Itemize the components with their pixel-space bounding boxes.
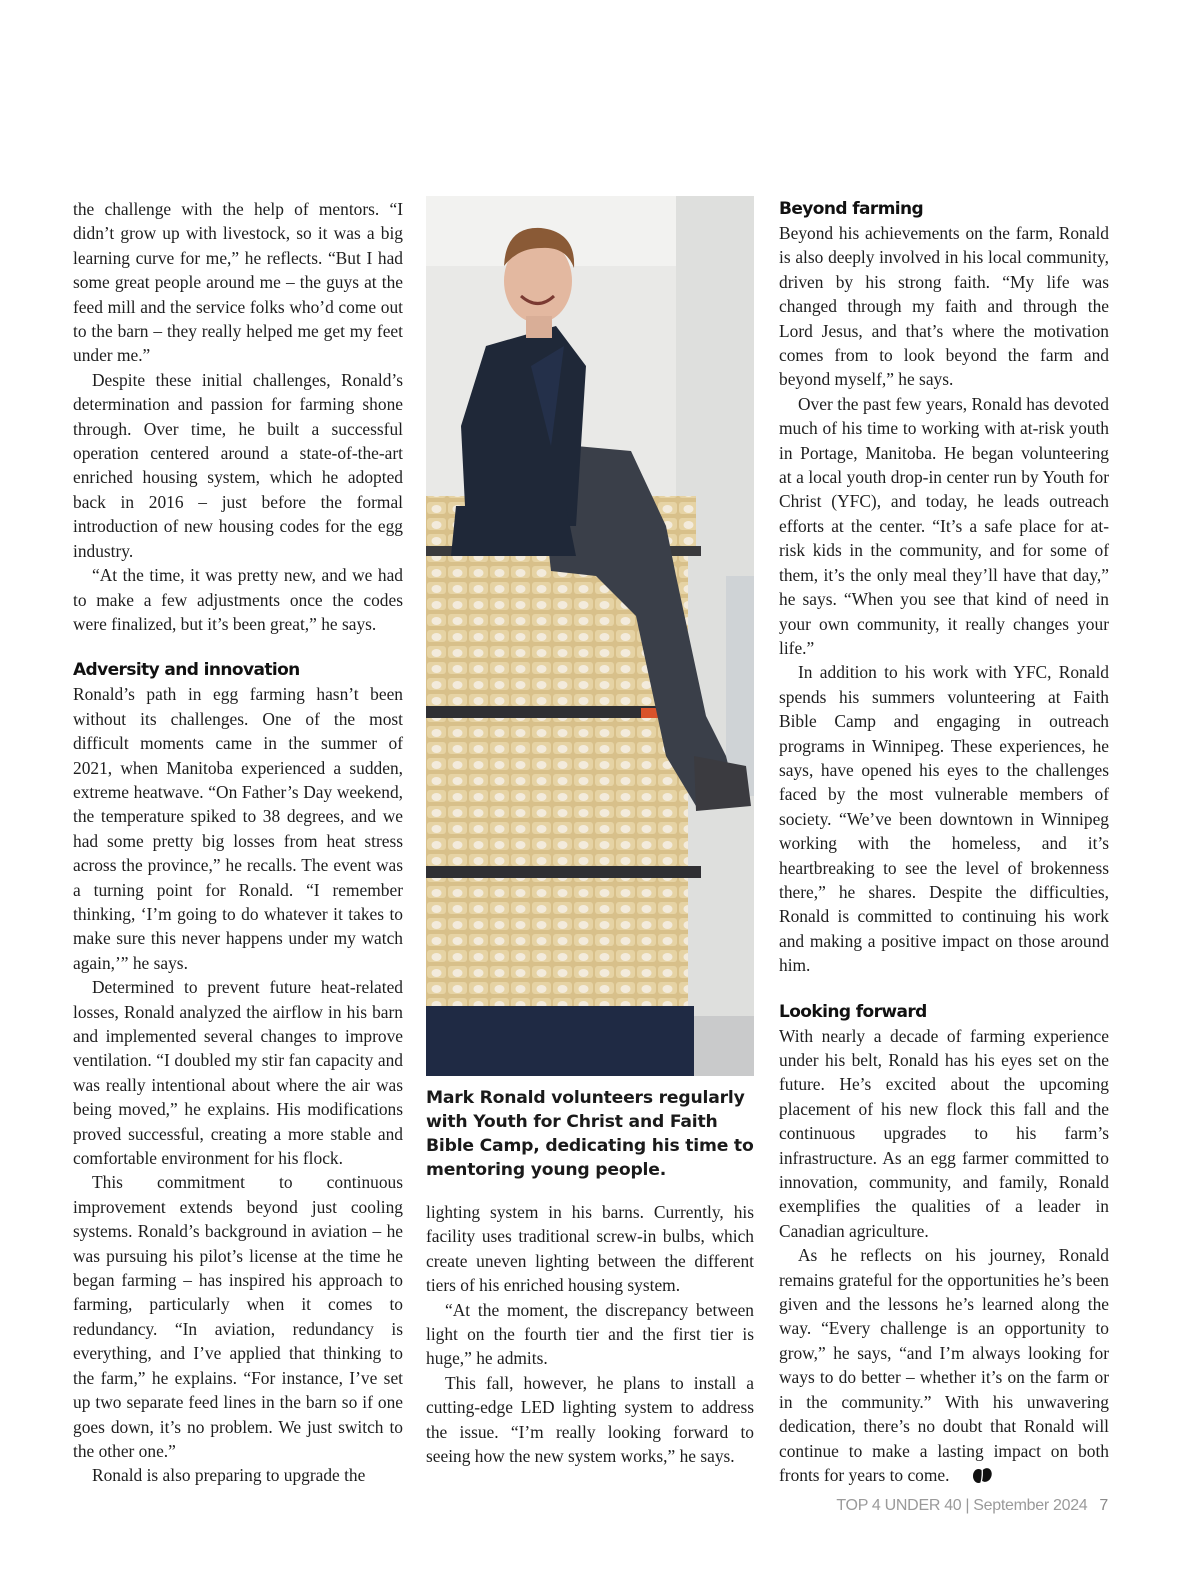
section-heading-adversity: Adversity and innovation [73, 660, 300, 681]
body-paragraph: Ronald is also preparing to upgrade the [92, 1465, 366, 1486]
section-heading-looking-forward: Looking forward [779, 1001, 927, 1022]
section-heading-beyond-farming: Beyond farming [779, 199, 924, 219]
article-column-middle [426, 1200, 754, 1468]
body-paragraph: Beyond his achievements on the farm, Ronald is also deeply involved in his local community, driven by his strong faith. “My life was changed through my faith and through the Lord Jesus, and that’s where the motivation comes from to look beyond the farm and beyond myself,” he says. [779, 223, 1109, 390]
article-column-right [779, 197, 1109, 1490]
body-paragraph: This commitment to continuous improvement extends beyond just cooling systems. Ronald’s background in aviation – he was pursuing his pilot’s license at the time he began farming – has inspired his approach to farming, particularly when it comes to redundancy. “In aviation, redundancy is everything, and I’ve applied that thinking to the farm,” he explains. “For instance, I’ve set up two separate feed lines in the barn so if one goes down, it’s no problem. We just switch to the other one.” [73, 1172, 403, 1461]
body-paragraph: Over the past few years, Ronald has devoted much of his time to working with at-risk youth in Portage, Manitoba. He began volunteering at a local youth drop-in center run by Youth for Christ (YFC), and today, he leads outreach efforts at the center. “It’s a safe place for at-risk kids in the community, and for some of them, it’s the only meal they’ll have that day,” he says. “When you see that kind of need in your own community, it really changes your life.” [779, 393, 1109, 658]
body-paragraph: “At the time, it was pretty new, and we had to make a few adjustments once the codes were finalized, but it’s been great,” he says. [73, 565, 403, 634]
body-paragraph: Determined to prevent future heat-related losses, Ronald analyzed the airflow in his barn and implemented several changes to improve ventilation. “I doubled my stir fan capacity and was really intentional about where the air was being moved,” he explains. His modifications proved successful, creating a more stable and comfortable environment for his flock. [73, 977, 403, 1169]
body-paragraph: Despite these initial challenges, Ronald’s determination and passion for farming shone through. Over time, he built a successful operation centered around a state-of-the-art enriched housing system, which he adopted back in 2016 – just before the formal introduction of new housing codes for the egg industry. [73, 369, 403, 561]
body-paragraph: Ronald’s path in egg farming hasn’t been without its challenges. One of the most difficult moments came in the summer of 2021, when Manitoba experienced a sudden, extreme heatwave. “On Father’s Day weekend, the temperature spiked to 38 degrees, and we had some pretty big losses from heat stress across the province,” he recalls. The event was a turning point for Ronald. “I remember thinking, ‘I’m going to do whatever it takes to make sure this never happens under my watch again,’” he says. [73, 684, 403, 973]
closing-paragraph-text: As he reflects on his journey, Ronald remains grateful for the opportunities he’s been given and the lessons he’s learned along the way. “Every challenge is an opportunity to grow,” he says, “and I’m always looking for ways to do better – whether it’s on the farm or in the community.” With his unwavering dedication, there’s no doubt that Ronald will continue to make a lasting impact on both fronts for years to come. [779, 1245, 1109, 1485]
body-paragraph: With nearly a decade of farming experience under his belt, Ronald has his eyes set on the future. He’s excited about the upcoming placement of his new flock this fall and the continuous upgrades to his farm’s infrastructure. As an egg farmer committed to innovation, community, and family, Ronald exemplifies the qualities of a leader in Canadian agriculture. [779, 1025, 1109, 1241]
publication-name: TOP 4 UNDER 40 [836, 1497, 962, 1514]
body-paragraph: the challenge with the help of mentors. “I didn’t grow up with livestock, so it was a big learning curve for me,” he reflects. “But I had some great people around me – the guys at the feed mill and the service folks who’d come out to the barn – they really helped me get my feet under me.” [73, 199, 403, 366]
egg-end-mark-icon [953, 1466, 992, 1490]
article-column-left [73, 197, 403, 1488]
page-number: 7 [1099, 1497, 1108, 1514]
body-paragraph [779, 1243, 1109, 1490]
article-photo [426, 196, 754, 1076]
body-paragraph: lighting system in his barns. Currently, his facility uses traditional screw-in bulbs, which create uneven lighting between the different tiers of his enriched housing system. [426, 1202, 754, 1296]
photo-caption: Mark Ronald volunteers regularly with Youth for Christ and Faith Bible Camp, dedicating his time to mentoring young people. [426, 1088, 754, 1180]
body-paragraph: This fall, however, he plans to install a cutting-edge LED lighting system to address the issue. “I’m really looking forward to seeing how the new system works,” he says. [426, 1372, 754, 1467]
footer-separator: | [965, 1497, 970, 1514]
page-footer [836, 1497, 1108, 1515]
body-paragraph: “At the moment, the discrepancy between light on the fourth tier and the first tier is huge,” he admits. [426, 1299, 754, 1369]
body-paragraph: In addition to his work with YFC, Ronald spends his summers volunteering at Faith Bible Camp and engaging in outreach programs in Winnipeg. These experiences, he says, have opened his eyes to the challenges faced by the most vulnerable members of society. “We’ve been downtown in Winnipeg working with the homeless, and it’s heartbreaking to see the level of brokenness there,” he shares. Despite the difficulties, Ronald is committed to continuing his work and making a positive impact on those around him. [779, 662, 1109, 976]
issue-date: September 2024 [973, 1497, 1088, 1514]
